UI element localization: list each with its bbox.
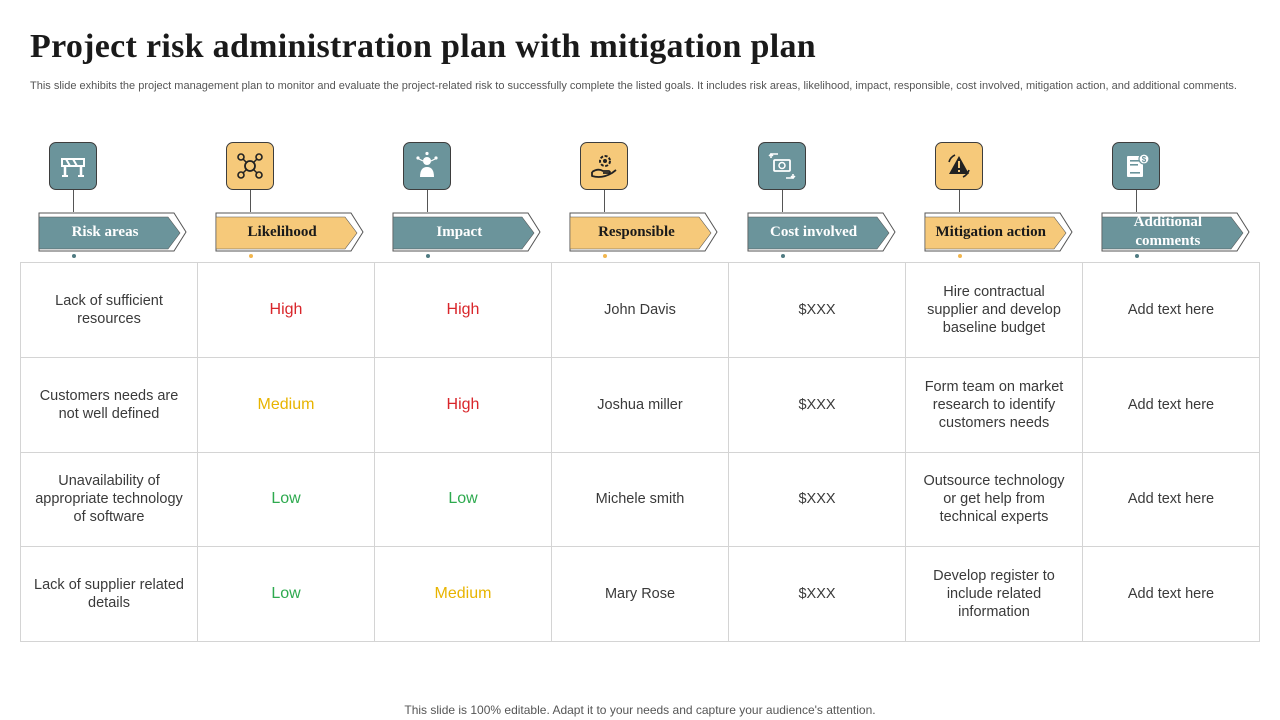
column-header-cost-involved <box>729 140 906 262</box>
connector-line <box>959 190 960 212</box>
mitigation-cell: Outsource technology or get help from technical experts <box>906 453 1083 548</box>
connector-line <box>782 190 783 212</box>
mitigation-cell: Hire contractual supplier and develop baseline budget <box>906 263 1083 358</box>
responsible-cell: John Davis <box>552 263 729 358</box>
connector-line <box>427 190 428 212</box>
column-header-label: Likelihood <box>247 223 317 240</box>
warning-cycle-icon <box>935 142 983 190</box>
mitigation-cell: Form team on market research to identify customers needs <box>906 358 1083 453</box>
connector-line <box>250 190 251 212</box>
impact-cell: High <box>375 263 552 358</box>
responsible-cell: Mary Rose <box>552 547 729 642</box>
svg-text:$: $ <box>1141 155 1147 164</box>
column-header-label: Risk areas <box>71 223 139 240</box>
column-header-label: Impact <box>436 223 483 240</box>
risk-area-cell: Lack of sufficient resources <box>21 263 198 358</box>
column-header-risk-areas <box>20 140 197 262</box>
cost-cell: $XXX <box>729 263 906 358</box>
responsible-cell: Joshua miller <box>552 358 729 453</box>
likelihood-cell: Medium <box>198 358 375 453</box>
column-header-label: Cost involved <box>770 223 858 240</box>
connector-line <box>1136 190 1137 212</box>
comments-cell: Add text here <box>1083 358 1260 453</box>
risk-area-cell: Unavailability of appropriate technology of software <box>21 453 198 548</box>
money-exchange-icon <box>758 142 806 190</box>
column-header-mitigation-action <box>906 140 1083 262</box>
comments-cell: Add text here <box>1083 263 1260 358</box>
page-title: Project risk administration plan with mitigation plan <box>30 28 816 65</box>
risk-table <box>20 262 1260 642</box>
column-header-impact <box>374 140 551 262</box>
impact-cell: Low <box>375 453 552 548</box>
column-header-label: Responsible <box>598 223 675 240</box>
header-dot <box>426 254 430 258</box>
hand-gear-icon <box>580 142 628 190</box>
cost-cell: $XXX <box>729 547 906 642</box>
header-dot <box>249 254 253 258</box>
header-dot <box>781 254 785 258</box>
column-header-label: Mitigation action <box>935 223 1046 240</box>
impact-cell: Medium <box>375 547 552 642</box>
document-money-icon <box>1112 142 1160 190</box>
column-header-responsible <box>551 140 728 262</box>
comments-cell: Add text here <box>1083 453 1260 548</box>
mitigation-cell: Develop register to include related information <box>906 547 1083 642</box>
header-dot <box>72 254 76 258</box>
network-icon <box>226 142 274 190</box>
header-dot <box>603 254 607 258</box>
impact-cell: High <box>375 358 552 453</box>
comments-cell: Add text here <box>1083 547 1260 642</box>
connector-line <box>604 190 605 212</box>
column-header-label: Additional comments <box>1133 214 1203 249</box>
responsible-cell: Michele smith <box>552 453 729 548</box>
header-dot <box>958 254 962 258</box>
column-header-likelihood <box>197 140 374 262</box>
likelihood-cell: High <box>198 263 375 358</box>
likelihood-cell: Low <box>198 453 375 548</box>
page-subtitle: This slide exhibits the project management plan to monitor and evaluate the project-related risk to successfully complete the listed goals. It includes risk areas, likelihood, impact, responsible, cost involved, mitigation action, and additional comments. <box>30 80 1237 92</box>
connector-line <box>73 190 74 212</box>
cost-cell: $XXX <box>729 358 906 453</box>
footer-note: This slide is 100% editable. Adapt it to your needs and capture your audience's attention. <box>404 703 876 717</box>
column-header-additional-comments <box>1083 140 1260 262</box>
barrier-icon <box>49 142 97 190</box>
likelihood-cell: Low <box>198 547 375 642</box>
cost-cell: $XXX <box>729 453 906 548</box>
header-dot <box>1135 254 1139 258</box>
person-impact-icon <box>403 142 451 190</box>
risk-area-cell: Lack of supplier related details <box>21 547 198 642</box>
risk-area-cell: Customers needs are not well defined <box>21 358 198 453</box>
